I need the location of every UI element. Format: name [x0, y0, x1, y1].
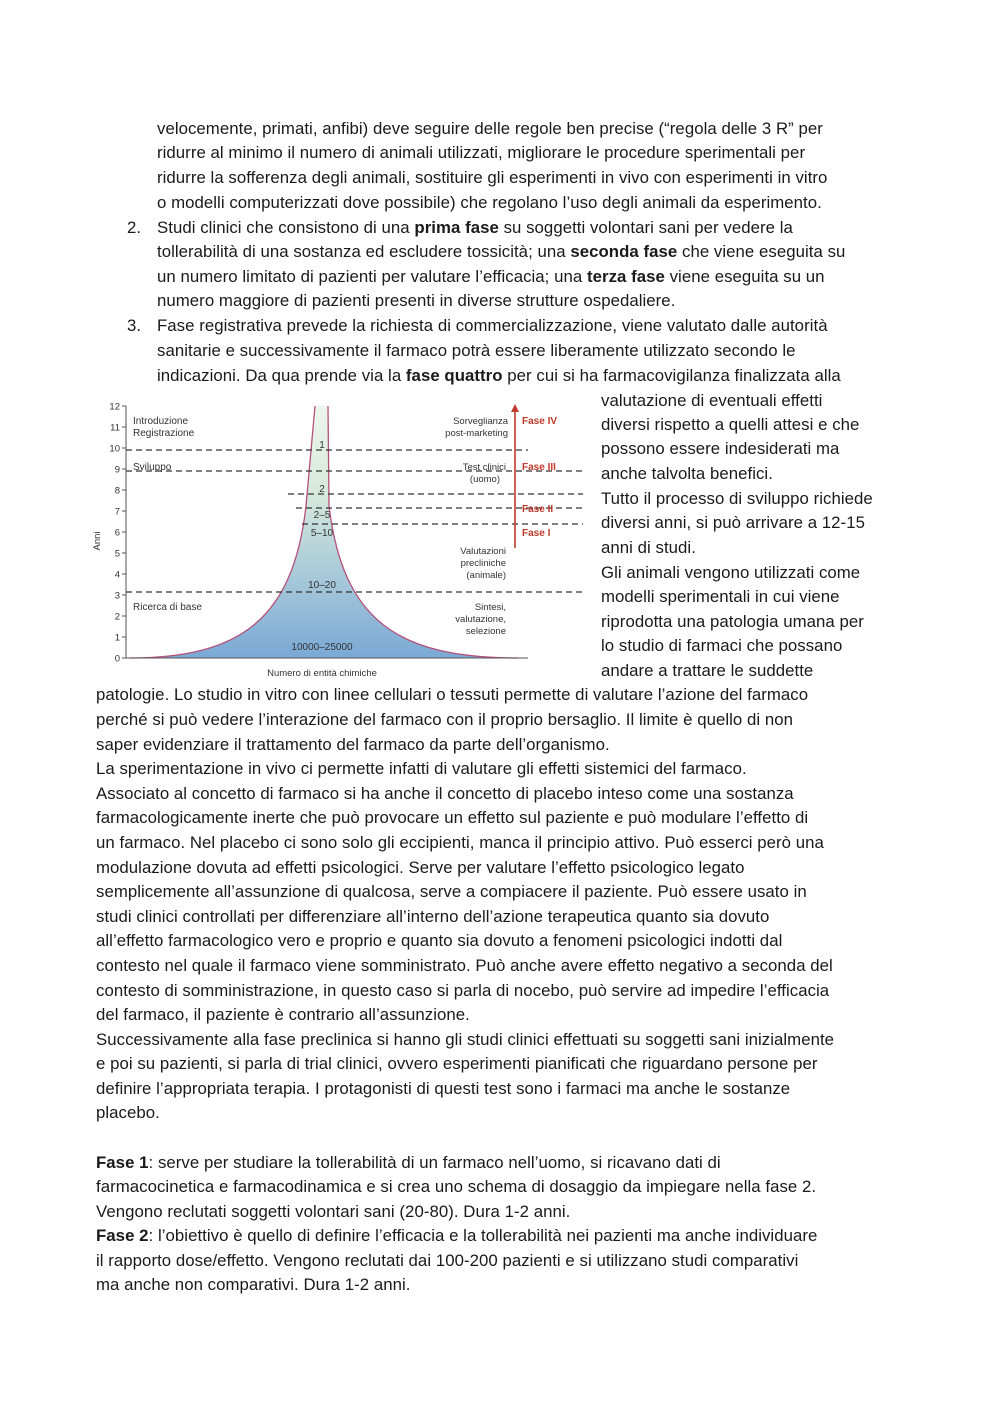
text-line: indicazioni. Da qua prende via la fase quattro per cui si ha farmacovigilanza finalizzata alla	[157, 366, 841, 385]
text-line: il rapporto dose/effetto. Vengono reclutati dai 100-200 pazienti e si utilizzano studi comparativi	[96, 1251, 799, 1270]
text-line: velocemente, primati, anfibi) deve seguire delle regole ben precise (“regola delle 3 R” per	[157, 119, 823, 138]
text-line: contesto di somministrazione, in questo caso si parla di nocebo, può servire ad impedire l’efficacia	[96, 981, 830, 1000]
text-line: all’effetto farmacologico vero e proprio e quanto sia dovuto a fenomeni psicologici indotti dal	[96, 931, 783, 950]
text-line: anche talvolta benefici.	[601, 464, 773, 483]
text-line: o modelli computerizzati dove possibile) che regolano l’uso degli animali da esperimento.	[157, 193, 822, 212]
text-line: un farmaco. Nel placebo ci sono solo gli eccipienti, manca il principio attivo. Può esserci però una	[96, 833, 824, 852]
list-number: 3.	[127, 316, 141, 335]
funnel-count-5-10: 5–10	[310, 528, 334, 539]
phase-arrow-head	[511, 404, 519, 412]
text-line: modelli sperimentali in cui viene	[601, 587, 840, 606]
text-line: Vengono reclutati soggetti volontari sani (20-80). Dura 1-2 anni.	[96, 1202, 571, 1221]
list-number: 2.	[127, 218, 141, 237]
text-line: tollerabilità di una sostanza ed escludere tossicità; una seconda fase che viene eseguita su	[157, 242, 846, 261]
label-valutazioni: Valutazioni	[460, 546, 506, 557]
text-line: del farmaco, il paziente è contrario all’assunzione.	[96, 1005, 470, 1024]
text-line: saper evidenziare il trattamento del farmaco da parte dell’organismo.	[96, 735, 610, 754]
text-line: perché si può vedere l’interazione del farmaco con il proprio bersaglio. Il limite è quello di non	[96, 710, 794, 729]
label-registrazione: Registrazione	[133, 428, 195, 439]
text-line: andare a trattare le suddette	[601, 661, 814, 680]
text-line: sanitarie e successivamente il farmaco potrà essere liberamente utilizzato secondo le	[157, 341, 796, 360]
label-sviluppo: Sviluppo	[133, 462, 172, 473]
x-axis-label: Numero di entità chimiche	[267, 668, 377, 679]
text-line: numero maggiore di pazienti presenti in diverse strutture ospedaliere.	[157, 291, 676, 310]
text-line: ridurre al minimo il numero di animali utilizzati, migliorare le procedure sperimentali per	[157, 143, 806, 162]
label-uomo: (uomo)	[469, 474, 500, 485]
text-line: patologie. Lo studio in vitro con linee cellulari o tessuti permette di valutare l’azione del farmaco	[96, 685, 809, 704]
funnel-count-10000-25000: 10000–25000	[291, 642, 353, 653]
text-line: un numero limitato di pazienti per valutare l’efficacia; una terza fase viene eseguita su un	[157, 267, 825, 286]
text-line: riprodotta una patologia umana per	[601, 612, 864, 631]
text-line: farmacocinetica e farmacodinamica e si crea uno schema di dosaggio da impiegare nella fase 2.	[96, 1177, 817, 1196]
text-line: farmacologicamente inerte che può provocare un effetto sul paziente e può modulare l’effetto di	[96, 808, 809, 827]
y-tick-label: 6	[114, 527, 120, 539]
label-fase-iii: Fase III	[522, 462, 556, 473]
label-sintesi: Sintesi,	[474, 602, 506, 613]
text-line: semplicemente all’assunzione di qualcosa, serve a compiacere il paziente. Può essere usato in	[96, 882, 807, 901]
label-animale: (animale)	[466, 570, 506, 581]
label-ricerca: Ricerca di base	[133, 602, 202, 613]
label-introduzione: Introduzione	[133, 416, 189, 427]
text-line: studi clinici controllati per differenziare all’interno dell’azione terapeutica quanto sia dovuto	[96, 907, 770, 926]
y-tick-label: 11	[110, 422, 120, 434]
text-line: Associato al concetto di farmaco si ha anche il concetto di placebo inteso come una sostanza	[96, 784, 794, 803]
y-tick-label: 10	[109, 443, 120, 455]
text-line: contesto nel quale il farmaco viene somministrato. Può anche avere effetto negativo a seconda del	[96, 956, 833, 975]
text-line: La sperimentazione in vivo ci permette infatti di valutare gli effetti sistemici del farmaco.	[96, 759, 747, 778]
label-fase-iv: Fase IV	[522, 416, 558, 427]
y-tick-label: 4	[114, 569, 120, 581]
text-line: Studi clinici che consistono di una prima fase su soggetti volontari sani per vedere la	[157, 218, 793, 237]
text-line: Successivamente alla fase preclinica si hanno gli studi clinici effettuati su soggetti sani inizialmente	[96, 1030, 835, 1049]
label-fase-i: Fase I	[522, 528, 551, 539]
label-valutazione: valutazione,	[455, 614, 506, 625]
text-line: modulazione dovuta ad effetti psicologici. Serve per valutare l’effetto psicologico legato	[96, 858, 745, 877]
y-tick-label: 0	[114, 653, 120, 665]
text-line: Fase 2: l’obiettivo è quello di definire l’efficacia e la tollerabilità nei pazienti ma anche individuare	[96, 1226, 818, 1245]
y-tick-label: 5	[114, 548, 120, 560]
text-line: Gli animali vengono utilizzati come	[601, 563, 861, 582]
text-line: placebo.	[96, 1103, 160, 1122]
y-tick-label: 9	[114, 464, 120, 476]
funnel-count-2-5: 2–5	[313, 510, 331, 521]
text-line: definire l’appropriata terapia. I protagonisti di questi test sono i farmaci ma anche le sostanze	[96, 1079, 791, 1098]
label-fase-ii: Fase II	[522, 504, 554, 515]
text-line: Fase 1: serve per studiare la tollerabilità di un farmaco nell’uomo, si ricavano dati di	[96, 1153, 721, 1172]
y-tick-label: 7	[114, 506, 120, 518]
y-tick-label: 1	[114, 632, 120, 644]
label-selezione: selezione	[465, 626, 506, 637]
funnel-count-10-20: 10–20	[308, 580, 336, 591]
text-line: Tutto il processo di sviluppo richiede	[601, 489, 873, 508]
y-tick-label: 3	[114, 590, 120, 602]
text-line: anni di studi.	[601, 538, 696, 557]
text-line: Fase registrativa prevede la richiesta di commercializzazione, viene valutato dalle autorità	[157, 316, 828, 335]
y-tick-label: 12	[109, 401, 120, 413]
label-test-clinici: Test clinici	[462, 462, 506, 473]
y-tick-label: 2	[114, 611, 120, 623]
funnel-count-1: 1	[319, 440, 325, 451]
funnel-count-2: 2	[319, 484, 325, 495]
text-line: ma anche non comparativi. Dura 1-2 anni.	[96, 1275, 411, 1294]
label-precliniche: precliniche	[460, 558, 506, 569]
drug-development-figure	[88, 396, 600, 684]
text-line: valutazione di eventuali effetti	[601, 391, 823, 410]
text-line: diversi rispetto a quelli attesi e che	[601, 415, 860, 434]
label-sorveglianza: Sorveglianza	[453, 416, 508, 427]
text-line: possono essere indesiderati ma	[601, 439, 840, 458]
label-post-marketing: post-marketing	[445, 428, 508, 439]
text-line: lo studio di farmaci che possano	[601, 636, 843, 655]
text-line: e poi su pazienti, si parla di trial clinici, ovvero esperimenti pianificati che riguardano persone per	[96, 1054, 818, 1073]
text-line: diversi anni, si può arrivare a 12-15	[601, 513, 865, 532]
y-axis-label: Anni	[92, 531, 103, 551]
y-tick-label: 8	[114, 485, 120, 497]
text-line: ridurre la sofferenza degli animali, sostituire gli esperimenti in vivo con esperimenti in vitro	[157, 168, 828, 187]
